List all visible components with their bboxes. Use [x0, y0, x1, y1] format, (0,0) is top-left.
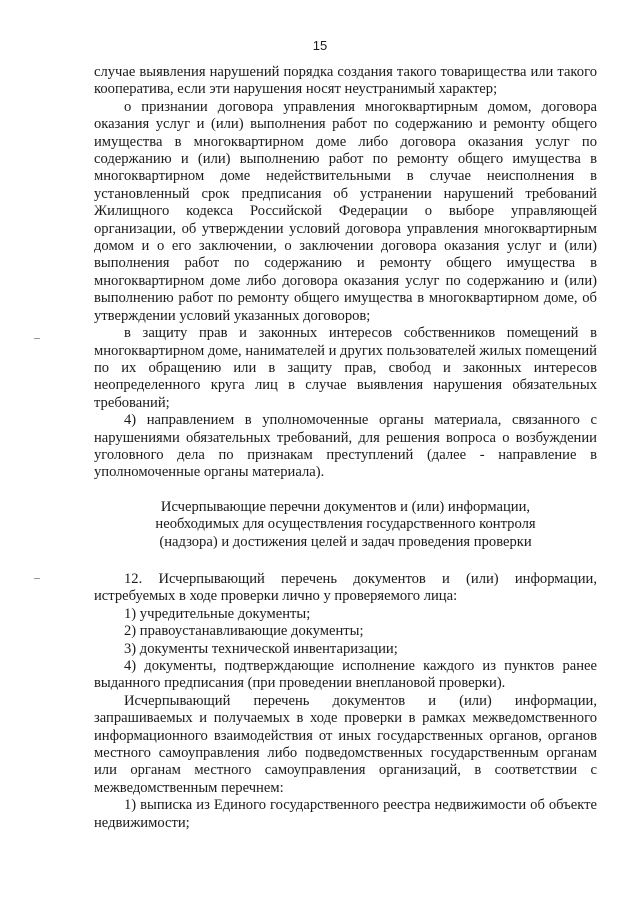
paragraph: о признании договора управления многоквартирным домом, договора оказания услуг и (или) выполнения работ по содержанию и ремонту общего имущества в многоквартирном доме либо договора оказания услуг по содержанию и (или) выполнению работ по ремонту общего имущества в многоквартирном доме недействительными в случае неисполнения в установленный срок предписания об устранении нарушений требований Жилищного кодекса Российской Федерации о выборе управляющей организации, об утверждении условий договора управления многоквартирным домом и о его заключении, о заключении договора оказания услуг и (или) выполнения работ по содержанию и ремонту общего имущества в многоквартирном доме либо договора оказания услуг по содержанию и (или) выполнению работ по ремонту общего имущества в многоквартирном доме, об утверждении условий указанных договоров; [94, 98, 597, 324]
paragraph: 12. Исчерпывающий перечень документов и (или) информации, истребуемых в ходе проверки лично у проверяемого лица: [94, 570, 597, 605]
document-body [94, 64, 597, 832]
paragraph: случае выявления нарушений порядка создания такого товарищества или такого кооператива, если эти нарушения носят неустранимый характер; [94, 64, 597, 98]
list-item: 4) документы, подтверждающие исполнение каждого из пунктов ранее выданного предписания (при проведении внеплановой проверки). [94, 658, 597, 692]
list-item: 1) выписка из Единого государственного реестра недвижимости об объекте недвижимости; [94, 797, 597, 831]
list-item: 3) документы технической инвентаризации; [124, 640, 398, 657]
list-item: 2) правоустанавливающие документы; [124, 623, 364, 640]
scan-mark [34, 578, 40, 579]
page-number: 15 [312, 38, 328, 53]
scan-mark [34, 338, 40, 339]
section-heading: Исчерпывающие перечни документов и (или) информации, необходимых для осуществления государственного контроля (надзора) и достижения целей и задач проведения проверки [155, 498, 536, 550]
paragraph: Исчерпывающий перечень документов и (или) информации, запрашиваемых и получаемых в ходе проверки в рамках межведомственного информационного взаимодействия от иных государственных органов, органов местного самоуправления либо подведомственных государственным органам или органам местного самоуправления организаций, в соответствии с межведомственным перечнем: [94, 692, 597, 796]
paragraph: в защиту прав и законных интересов собственников помещений в многоквартирном доме, нанимателей и других пользователей жилых помещений по их обращению или в защиту прав, свобод и законных интересов неопределенного круга лиц в случае выявления нарушения обязательных требований; [94, 325, 597, 411]
list-item: 1) учредительные документы; [124, 605, 311, 622]
paragraph: 4) направлением в уполномоченные органы материала, связанного с нарушениями обязательных требований, для решения вопроса о возбуждении уголовного дела по признакам преступлений (далее - направление в уполномоченные органы материала). [94, 412, 597, 481]
